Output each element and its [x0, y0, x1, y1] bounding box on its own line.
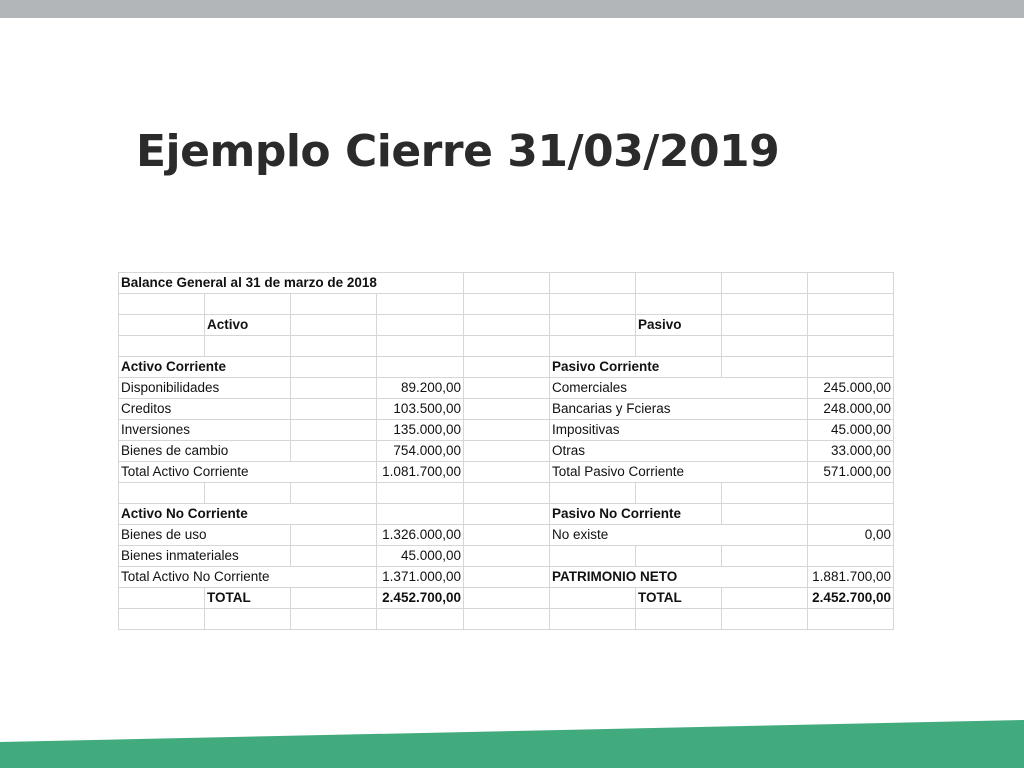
table-row [119, 546, 894, 567]
pasivo-item-value: 248.000,00 [808, 399, 894, 420]
patrimonio-neto-value: 1.881.700,00 [808, 567, 894, 588]
table-row [119, 357, 894, 378]
slide-title: Ejemplo Cierre 31/03/2019 [136, 126, 780, 177]
activo-item-value: 89.200,00 [377, 378, 464, 399]
pasivo-item-value: 33.000,00 [808, 441, 894, 462]
pasivo-item-label: Comerciales [550, 378, 808, 399]
table-row [119, 504, 894, 525]
table-row [119, 483, 894, 504]
pasivo-item-value: 45.000,00 [808, 420, 894, 441]
table-row [119, 420, 894, 441]
table-row [119, 399, 894, 420]
activo-item-value: 1.326.000,00 [377, 525, 464, 546]
pasivo-item-value: 245.000,00 [808, 378, 894, 399]
total-activo-value: 2.452.700,00 [377, 588, 464, 609]
pasivo-item-label: Bancarias y Fcieras [550, 399, 808, 420]
total-pasivo-corriente-value: 571.000,00 [808, 462, 894, 483]
table-row [119, 273, 894, 294]
activo-item-value: 103.500,00 [377, 399, 464, 420]
pasivo-item-label: Otras [550, 441, 808, 462]
activo-item-value: 754.000,00 [377, 441, 464, 462]
activo-item-value: 45.000,00 [377, 546, 464, 567]
activo-item-label: Bienes de uso [119, 525, 291, 546]
pasivo-no-corriente-heading: Pasivo No Corriente [550, 504, 722, 525]
total-pasivo-corriente-label: Total Pasivo Corriente [550, 462, 808, 483]
activo-item-label: Disponibilidades [119, 378, 291, 399]
sheet-heading: Balance General al 31 de marzo de 2018 [119, 273, 464, 294]
activo-item-label: Bienes inmateriales [119, 546, 291, 567]
total-activo-label: TOTAL [205, 588, 291, 609]
top-bar [0, 0, 1024, 18]
table-row [119, 609, 894, 630]
pasivo-corriente-heading: Pasivo Corriente [550, 357, 722, 378]
table-row [119, 315, 894, 336]
total-pasivo-value: 2.452.700,00 [808, 588, 894, 609]
pasivo-item-label: No existe [550, 525, 808, 546]
total-activo-no-corriente-label: Total Activo No Corriente [119, 567, 377, 588]
patrimonio-neto-label: PATRIMONIO NETO [550, 567, 808, 588]
activo-no-corriente-heading: Activo No Corriente [119, 504, 377, 525]
total-activo-corriente-value: 1.081.700,00 [377, 462, 464, 483]
total-pasivo-label: TOTAL [636, 588, 722, 609]
table-row [119, 462, 894, 483]
activo-item-value: 135.000,00 [377, 420, 464, 441]
table-row [119, 336, 894, 357]
total-activo-no-corriente-value: 1.371.000,00 [377, 567, 464, 588]
balance-sheet [118, 272, 894, 630]
activo-item-label: Bienes de cambio [119, 441, 291, 462]
pasivo-item-label: Impositivas [550, 420, 808, 441]
table-row [119, 441, 894, 462]
activo-header: Activo [205, 315, 291, 336]
activo-item-label: Inversiones [119, 420, 291, 441]
balance-table [118, 272, 894, 630]
total-activo-corriente-label: Total Activo Corriente [119, 462, 377, 483]
pasivo-header: Pasivo [636, 315, 722, 336]
table-row [119, 294, 894, 315]
activo-corriente-heading: Activo Corriente [119, 357, 291, 378]
table-row [119, 378, 894, 399]
table-row [119, 588, 894, 609]
table-row [119, 525, 894, 546]
bottom-accent-band [0, 720, 1024, 768]
pasivo-item-value: 0,00 [808, 525, 894, 546]
table-row [119, 567, 894, 588]
activo-item-label: Creditos [119, 399, 291, 420]
